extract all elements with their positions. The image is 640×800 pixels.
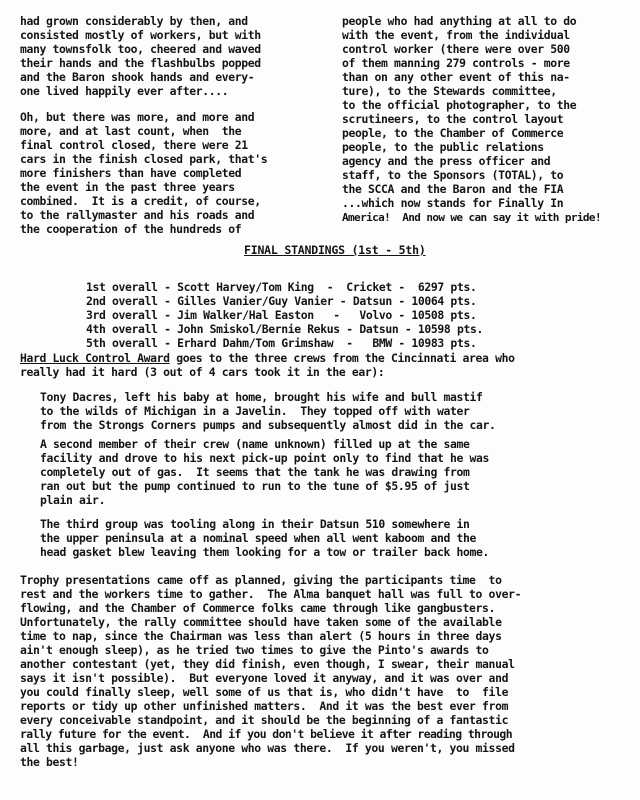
award-text: goes to the three crews from the Cincinnati area who <box>169 351 515 365</box>
left-line: more finishers than have completed <box>20 166 242 180</box>
final-line: reports or tidy up other unfinished matters. And it was the best ever from <box>20 699 509 713</box>
story-line: the upper peninsula at a nominal speed when all went kaboom and the <box>40 531 477 545</box>
right-line: control worker (there were over 500 <box>342 42 570 56</box>
standing-row: 1st overall - Scott Harvey/Tom King - Cricket - 6297 pts. <box>86 280 477 294</box>
final-line: flowing, and the Chamber of Commerce folks came through like gangbusters. <box>20 601 496 615</box>
final-line: rally future for the event. And if you don't believe it after reading through <box>20 727 513 741</box>
final-line: all this garbage, just ask anyone who was there. If you weren't, you missed <box>20 741 515 755</box>
right-line: people who had anything at all to do <box>342 14 577 28</box>
left-line: the cooperation of the hundreds of <box>20 222 242 236</box>
left-line: their hands and the flashbulbs popped <box>20 56 261 70</box>
right-line: the SCCA and the Baron and the FIA <box>342 182 564 196</box>
left-line: the event in the past three years <box>20 180 235 194</box>
right-line: to the official photographer, to the <box>342 98 577 112</box>
left-line: Oh, but there was more, and more and <box>20 110 255 124</box>
award-label: Hard Luck Control Award <box>20 351 170 365</box>
story-line: The third group was tooling along in their Datsun 510 somewhere in <box>40 517 470 531</box>
right-line: ...which now stands for Finally In <box>342 196 564 210</box>
story-line: facility and drove to his next pick-up point only to find that he was <box>40 451 490 465</box>
right-line: of them manning 279 controls - more <box>342 56 570 70</box>
story-line: A second member of their crew (name unknown) filled up at the same <box>40 437 470 451</box>
final-line: rest and the workers time to gather. The Alma banquet hall was full to over- <box>20 587 522 601</box>
story-line: to the wilds of Michigan in a Javelin. They topped off with water <box>40 404 470 418</box>
final-line: ain't enough sleep), as he tried two times to give the Pinto's awards to <box>20 643 489 657</box>
final-line: Unfortunately, the rally committee should have taken some of the available <box>20 615 502 629</box>
award-line <box>20 352 515 365</box>
standing-row: 3rd overall - Jim Walker/Hal Easton - Volvo - 10508 pts. <box>86 308 477 322</box>
story-line: Tony Dacres, left his baby at home, brought his wife and bull mastif <box>40 390 483 404</box>
right-line: with the event, from the individual <box>342 28 570 42</box>
right-line: America! And now we can say it with pride! <box>342 211 601 224</box>
right-line: than on any other event of this na- <box>342 70 570 84</box>
left-line: cars in the finish closed park, that's <box>20 152 268 166</box>
left-line: many townsfolk too, cheered and waved <box>20 42 261 56</box>
story-line: head gasket blew leaving them looking for a tow or trailer back home. <box>40 545 490 559</box>
right-line: staff, to the Sponsors (TOTAL), to <box>342 168 564 182</box>
final-line: another contestant (yet, they did finish, even though, I swear, their manual <box>20 657 515 671</box>
final-line: says it isn't possible). But everyone loved it anyway, and it was over and <box>20 671 509 685</box>
final-line: every conceivable standpoint, and it should be the beginning of a fantastic <box>20 713 509 727</box>
story-line: ran out but the pump continued to run to the tune of $5.95 of just <box>40 479 470 493</box>
right-line: agency and the press officer and <box>342 154 551 168</box>
left-line: final control closed, there were 21 <box>20 138 248 152</box>
story-line: from the Strongs Corners pumps and subsequently almost did in the car. <box>40 418 496 432</box>
final-line: Trophy presentations came off as planned, giving the participants time to <box>20 573 502 587</box>
award-line: really had it hard (3 out of 4 cars took it in the ear): <box>20 365 385 379</box>
story-line: completely out of gas. It seems that the tank he was drawing from <box>40 465 470 479</box>
standing-row: 4th overall - John Smiskol/Bernie Rekus - Datsun - 10598 pts. <box>86 322 483 336</box>
right-line: ture), to the Stewards committee, <box>342 84 557 98</box>
left-line: and the Baron shook hands and every- <box>20 70 255 84</box>
standings-title: FINAL STANDINGS (1st - 5th) <box>244 243 426 257</box>
final-line: the best! <box>20 755 79 769</box>
story-line: plain air. <box>40 493 106 507</box>
left-line: to the rallymaster and his roads and <box>20 208 255 222</box>
right-line: people, to the Chamber of Commerce <box>342 126 564 140</box>
final-line: you could finally sleep, well some of us that is, who didn't have to file <box>20 685 509 699</box>
left-line: one lived happily ever after.... <box>20 84 229 98</box>
standing-row: 5th overall - Erhard Dahm/Tom Grimshaw - BMW - 10983 pts. <box>86 336 477 350</box>
left-line: consisted mostly of workers, but with <box>20 28 261 42</box>
right-line: people, to the public relations <box>342 140 544 154</box>
left-line: more, and at last count, when the <box>20 124 242 138</box>
left-line: combined. It is a credit, of course, <box>20 194 261 208</box>
final-line: time to nap, since the Chairman was less than alert (5 hours in three days <box>20 629 502 643</box>
left-line: had grown considerably by then, and <box>20 14 248 28</box>
right-line: scrutineers, to the control layout <box>342 112 564 126</box>
standing-row: 2nd overall - Gilles Vanier/Guy Vanier - Datsun - 10064 pts. <box>86 294 477 308</box>
